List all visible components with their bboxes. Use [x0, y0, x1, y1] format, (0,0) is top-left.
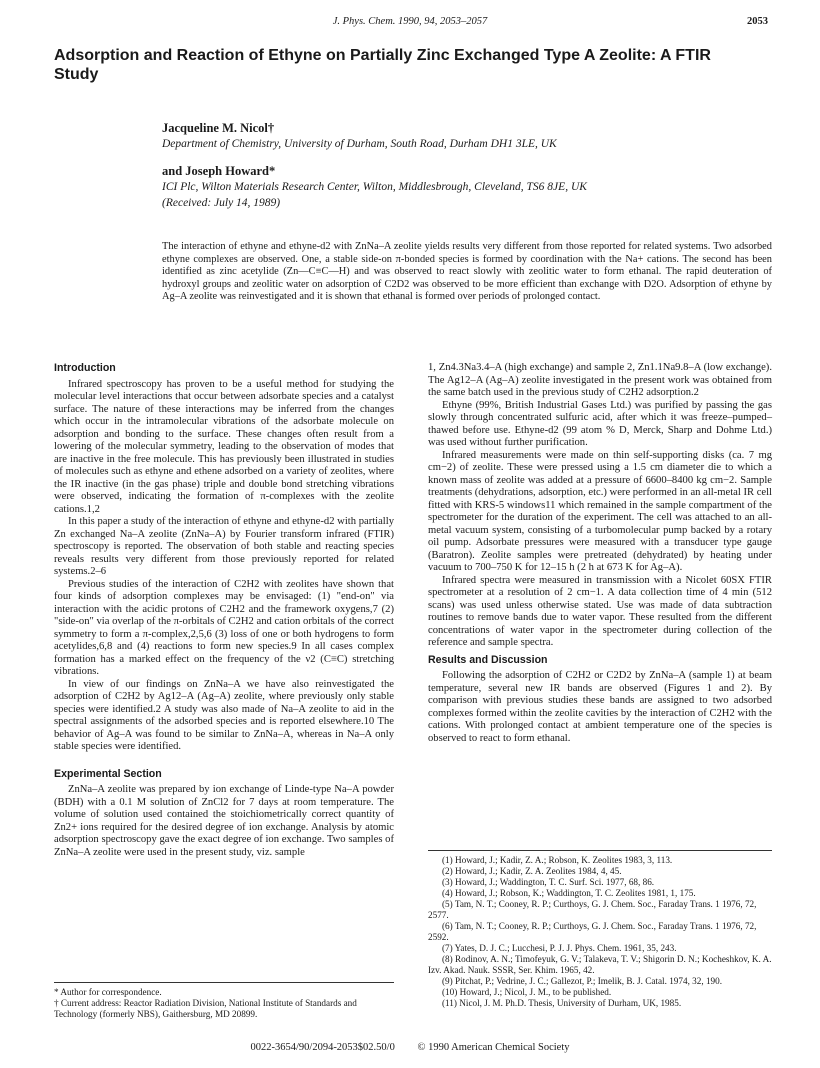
reference-item: (5) Tam, N. T.; Cooney, R. P.; Curthoys, G. J. Chem. Soc., Faraday Trans. 1 1976, 72, 2577.	[428, 899, 757, 920]
paragraph: Previous studies of the interaction of C2H2 with zeolites have shown that four kinds of adsorption complexes may be envisaged: (1) "end-on" via interaction with the acidic protons of C2H2 and the framework oxygens,7 (2) "side-on" via overlap of the π-orbitals of C2H2 and cation orbitals of the correct symmetry to form a π-complex,2,5,6 (3) loss of one or both hydrogens to form acetylides,6,8 and (4) reactions to form new species.9 In all cases complex formation has a marked effect on the frequency of the ν2 (C≡C) stretching vibrations.	[54, 578, 394, 677]
reference-item: (10) Howard, J.; Nicol, J. M., to be published.	[442, 987, 612, 997]
author-name: and Joseph Howard*	[162, 164, 276, 178]
abstract: The interaction of ethyne and ethyne-d2 with ZnNa–A zeolite yields results very different from those reported for related systems. Two adsorbed ethyne complexes are observed. One, a stable side-on π-bonded species is formed by coordination with the Na+ cations. The second has been identified as zinc acetylide (Zn—C≡C—H) and was observed to react slowly with zeolitic water to form ethanal. The rapid deuteration of hydroxyl groups and zeolitic water on adsorption of C2D2 was observed to be more efficient than exchange with D2O. Adsorption of ethyne by Ag–A zeolite was reinvestigated and it is shown that ethanal is formed over periods of prolonged contact.	[162, 241, 772, 303]
reference-item: (9) Pitchat, P.; Vedrine, J. C.; Gallezot, P.; Imelik, B. J. Catal. 1974, 32, 190.	[442, 976, 723, 986]
paragraph: In view of our findings on ZnNa–A we have also reinvestigated the adsorption of C2H2 by Ag12–A (Ag–A) zeolite, where previously only stable species were identified.2 A study was also made of Na–A zeolite to aid in the spectral assignments of the adsorbed species and is reported elsewhere.10 The behavior of Ag–A was found to be similar to ZnNa–A, whereas in Na–A only stable species were identified.	[54, 678, 394, 752]
section-heading: Results and Discussion	[428, 653, 548, 666]
paper-title: Adsorption and Reaction of Ethyne on Partially Zinc Exchanged Type A Zeolite: A FTIR Study	[54, 47, 711, 83]
footnote: † Current address: Reactor Radiation Division, National Institute of Standards and Technology (formerly NBS), Gaithersburg, MD 20899.	[54, 998, 357, 1019]
author-block-2	[162, 163, 782, 211]
footnotes	[54, 982, 394, 1020]
paragraph: Infrared spectra were measured in transmission with a Nicolet 60SX FTIR spectrometer at a resolution of 2 cm−1. A data collection time of 4 min (512 scans) was used unless otherwise stated. Use was made of data subtraction routines to remove bands due to water vapor. These resulted from the different concentrations of water vapor in the spectrometer during collection of the reference and sample spectra.	[428, 574, 772, 648]
page-number: 2053	[747, 16, 768, 27]
reference-item: (8) Rodinov, A. N.; Timofeyuk, G. V.; Talakeva, T. V.; Shigorin D. N.; Kocheshkov, K. A. Izv. Akad. Nauk. SSSR, Ser. Khim. 1965, 42.	[428, 954, 772, 975]
reference-item: (3) Howard, J.; Waddington, T. C. Surf. Sci. 1977, 68, 86.	[442, 877, 655, 887]
author-block-1	[162, 120, 782, 152]
copyright: © 1990 American Chemical Society	[417, 1042, 570, 1053]
paragraph: Ethyne (99%, British Industrial Gases Ltd.) was purified by passing the gas slowly through concentrated sulfuric acid, after which it was freeze–pumped–thawed before use. Ethyne-d2 (99 atom % D, Merck, Sharp and Dohme Ltd.) was used without further purification.	[428, 399, 772, 448]
author-name: Jacqueline M. Nicol†	[162, 121, 275, 135]
received-date: (Received: July 14, 1989)	[162, 197, 281, 209]
section-heading: Introduction	[54, 362, 116, 374]
paragraph: ZnNa–A zeolite was prepared by ion exchange of Linde-type Na–A powder (BDH) with a 0.1 M solution of ZnCl2 for 7 days at room temperature. The volume of solution used contained the stoichiometrically correct quantity of Zn2+ ions required for the desired degree of ion exchange. Analysis by atomic adsorption spectroscopy gave the exact degree of ion exchange. Two samples of ZnNa–A zeolite were used in the present study, viz. sample	[54, 784, 394, 858]
reference-list	[428, 850, 772, 1009]
paragraph: 1, Zn4.3Na3.4–A (high exchange) and sample 2, Zn1.1Na9.8–A (low exchange). The Ag12–A (Ag–A) zeolite investigated in the present work was obtained from the same batch used in the previous study of C2H2 adsorption.2	[428, 362, 772, 398]
reference-item: (1) Howard, J.; Kadir, Z. A.; Robson, K. Zeolites 1983, 3, 113.	[442, 855, 673, 865]
page-footer	[0, 1042, 820, 1053]
reference-item: (6) Tam, N. T.; Cooney, R. P.; Curthoys, G. J. Chem. Soc., Faraday Trans. 1 1976, 72, 2592.	[428, 921, 757, 942]
paragraph: In this paper a study of the interaction of ethyne and ethyne-d2 with partially Zn exchanged Na–A zeolite (ZnNa–A) by Fourier transform infrared (FTIR) spectroscopy is reported. The observation of both stable and reacting species reveals results very different from those previously reported for related systems.2–6	[54, 516, 394, 577]
paragraph: Infrared spectroscopy has proven to be a useful method for studying the molecular level interactions that occur between adsorbate species and a catalyst surface. The nature of these interactions may be inferred from the changes which occur in the intramolecular vibrations of the adsorbate molecule on adsorption and bonding to the surface. These changes often result from a lowering of the molecular symmetry, leading to the observation of modes that are inactive in the free molecule. This has previously been illustrated in studies of molecules such as ethyne and ethene adsorbed on a variety of zeolites, where the IR inactive (in the gas phase) triple and double bond stretching vibrations were observed, indicating the formation of π-complexes with the zeolite cations.1,2	[54, 378, 394, 515]
article-code: 0022-3654/90/2094-2053$02.50/0	[250, 1042, 395, 1053]
left-column	[54, 362, 394, 859]
author-affiliation: ICI Plc, Wilton Materials Research Center, Wilton, Middlesbrough, Cleveland, TS6 8JE, UK	[162, 181, 587, 193]
reference-item: (4) Howard, J.; Robson, K.; Waddington, T. C. Zeolites 1981, 1, 175.	[442, 888, 696, 898]
section-heading: Experimental Section	[54, 767, 162, 780]
reference-item: (7) Yates, D. J. C.; Lucchesi, P. J. J. Phys. Chem. 1961, 35, 243.	[442, 943, 677, 953]
reference-item: (2) Howard, J.; Kadir, Z. A. Zeolites 1984, 4, 45.	[442, 866, 622, 876]
author-affiliation: Department of Chemistry, University of Durham, South Road, Durham DH1 3LE, UK	[162, 138, 557, 150]
footnote: * Author for correspondence.	[54, 987, 162, 997]
running-header	[0, 16, 820, 32]
reference-item: (11) Nicol, J. M. Ph.D. Thesis, University of Durham, UK, 1985.	[442, 998, 682, 1008]
right-column	[428, 362, 772, 745]
journal-citation: J. Phys. Chem. 1990, 94, 2053–2057	[332, 16, 488, 27]
paragraph: Infrared measurements were made on thin self-supporting disks (ca. 7 mg cm−2) of zeolite. These were pressed using a 1.5 cm diameter die to which a known mass of zeolite was added at a pressure of 6600–8400 kg cm−2. Sample treatments (dehydrations, adsorption, etc.) were performed in an all-metal IR cell fitted with KRS-5 windows11 which remained in the sample compartment of the spectrometer for the duration of the experiment. The cell was attached to an all-metal vacuum system, consisting of a turbomolecular pump backed by a rotary oil pump. Adsorbate pressures were measured with a transducer type gauge (Baratron). Zeolite samples were pretreated (dehydrated) by heating under vacuum to 700–750 K for 12–15 h (2 h at 673 K for Ag–A).	[428, 449, 772, 573]
paragraph: Following the adsorption of C2H2 or C2D2 by ZnNa–A (sample 1) at beam temperature, several new IR bands are observed (Figures 1 and 2). By comparison with previous studies these bands are assigned to two adsorbed complexes formed within the zeolite cavities by the interaction of C2H2 with the cations. With prolonged contact at ambient temperature one of the species is observed to react to form ethanal.	[428, 670, 772, 744]
